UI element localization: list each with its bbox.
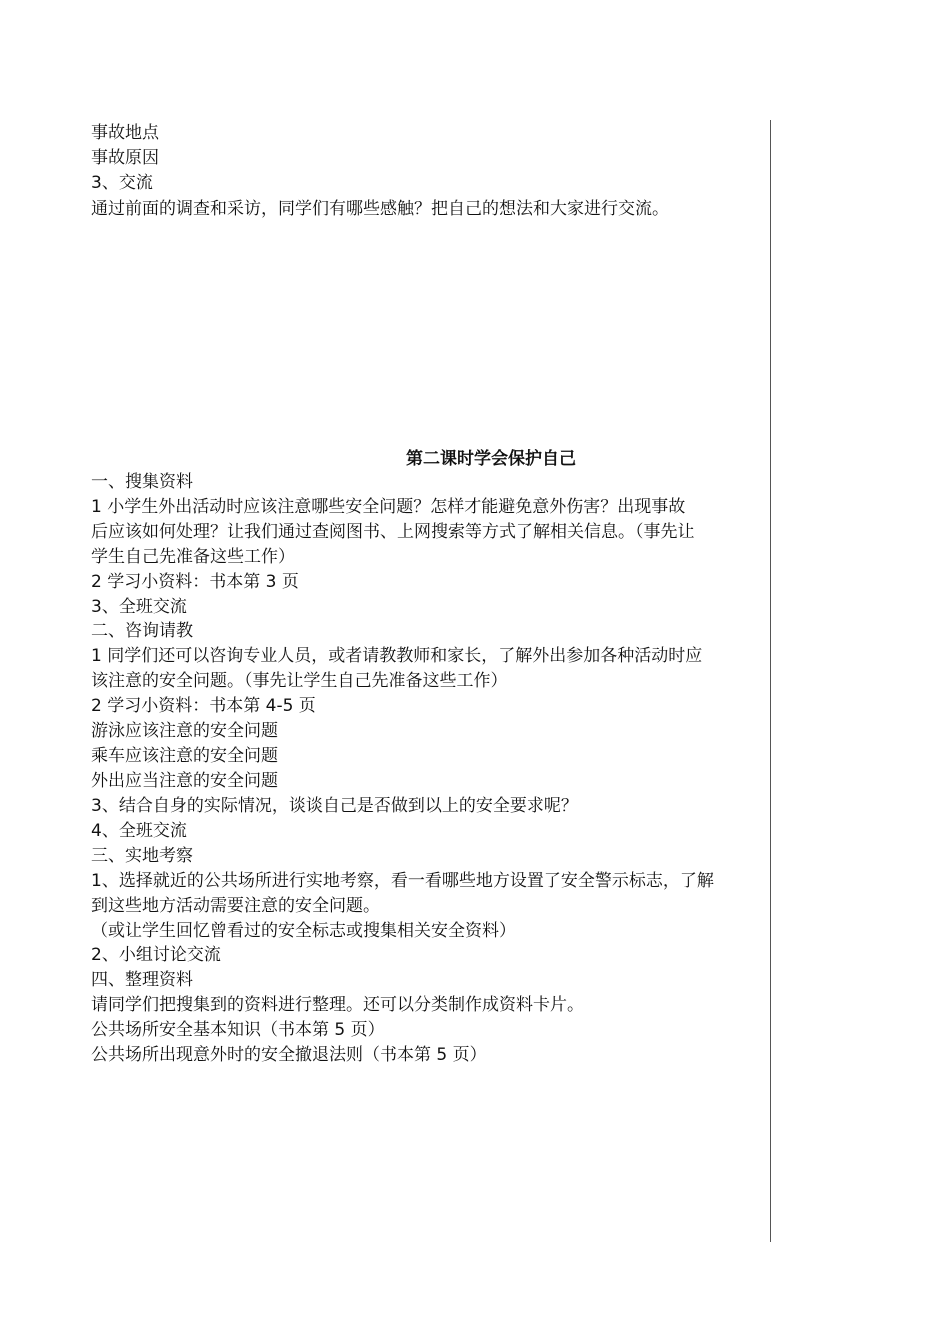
text-line: 3、结合自身的实际情况，谈谈自己是否做到以上的安全要求呢？ [91, 796, 578, 816]
text-line: 学生自己先准备这些工作） [91, 547, 295, 567]
text-line: 2、小组讨论交流 [91, 945, 221, 965]
section-heading: 二、咨询请教 [91, 621, 193, 641]
text-line: 后应该如何处理？让我们通过查阅图书、上网搜索等方式了解相关信息。（事先让 [91, 522, 695, 542]
text-line: 公共场所安全基本知识（书本第 5 页） [91, 1020, 385, 1040]
text-line: 事故地点 [91, 123, 159, 143]
text-line: 2 学习小资料：书本第 3 页 [91, 572, 299, 592]
text-line: 1 小学生外出活动时应该注意哪些安全问题？怎样才能避免意外伤害？出现事故 [91, 497, 686, 517]
text-line: 3、全班交流 [91, 597, 187, 617]
text-line: 游泳应该注意的安全问题 [91, 721, 278, 741]
section-heading: 四、整理资料 [91, 970, 193, 990]
section-heading: 三、实地考察 [91, 846, 193, 866]
text-line: 该注意的安全问题。（事先让学生自己先准备这些工作） [91, 671, 508, 691]
text-line: 4、全班交流 [91, 821, 187, 841]
text-line: （或让学生回忆曾看过的安全标志或搜集相关安全资料） [91, 921, 516, 941]
text-line: 公共场所出现意外时的安全撤退法则（书本第 5 页） [91, 1045, 487, 1065]
text-line: 通过前面的调查和采访，同学们有哪些感触？把自己的想法和大家进行交流。 [91, 199, 669, 219]
text-line: 请同学们把搜集到的资料进行整理。还可以分类制作成资料卡片。 [91, 995, 584, 1015]
text-line: 乘车应该注意的安全问题 [91, 746, 278, 766]
lesson-title: 第二课时学会保护自己 [406, 449, 576, 469]
text-line: 3、交流 [91, 173, 153, 193]
text-line: 到这些地方活动需要注意的安全问题。 [91, 896, 380, 916]
text-line: 事故原因 [91, 148, 159, 168]
text-line: 外出应当注意的安全问题 [91, 771, 278, 791]
text-line: 1 同学们还可以咨询专业人员，或者请教教师和家长，了解外出参加各种活动时应 [91, 646, 703, 666]
text-line: 1、选择就近的公共场所进行实地考察，看一看哪些地方设置了安全警示标志，了解 [91, 871, 714, 891]
section-heading: 一、搜集资料 [91, 472, 193, 492]
text-line: 2 学习小资料：书本第 4-5 页 [91, 696, 316, 716]
